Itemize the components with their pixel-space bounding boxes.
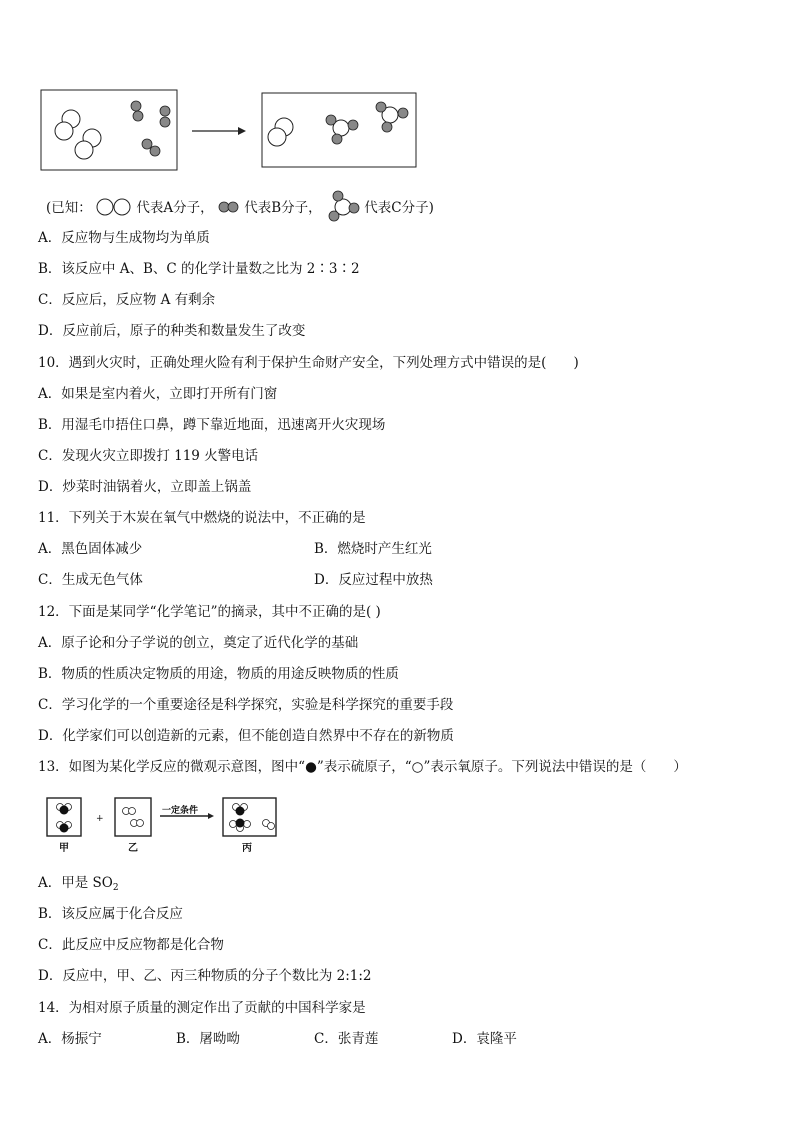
q13-option-c[interactable]: C．此反应中反应物都是化合物 bbox=[38, 937, 224, 953]
q10-option-a[interactable]: A．如果是室内着火，立即打开所有门窗 bbox=[38, 386, 278, 402]
q10-option-c[interactable]: C．发现火灾立即拨打 119 火警电话 bbox=[38, 448, 259, 464]
q13-stem: 13．如图为某化学反应的微观示意图，图中“●”表示硫原子，“○”表示氧原子。下列说法中错误的是（ ） bbox=[38, 759, 687, 775]
molecule-c-icon bbox=[326, 190, 360, 222]
q10-option-d[interactable]: D．炒菜时油锅着火，立即盖上锅盖 bbox=[38, 479, 252, 495]
q14-option-a[interactable]: A．杨振宁 bbox=[38, 1031, 102, 1047]
q13-label-yi: 乙 bbox=[128, 843, 138, 854]
q12-option-a[interactable]: A．原子论和分子学说的创立，奠定了近代化学的基础 bbox=[38, 635, 359, 651]
q10-stem: 10．遇到火灾时，正确处理火险有利于保护生命财产安全，下列处理方式中错误的是( ) bbox=[38, 355, 579, 371]
q9-option-a[interactable]: A．反应物与生成物均为单质 bbox=[38, 230, 210, 246]
q13-condition: 一定条件 bbox=[162, 806, 199, 816]
q13-option-b[interactable]: B．该反应属于化合反应 bbox=[38, 906, 183, 922]
q12-stem: 12．下面是某同学“化学笔记”的摘录，其中不正确的是( ) bbox=[38, 604, 381, 620]
q12-option-b[interactable]: B．物质的性质决定物质的用途，物质的用途反映物质的性质 bbox=[38, 666, 399, 682]
q11-option-a[interactable]: A．黑色固体减少 bbox=[38, 541, 143, 557]
q9-option-d[interactable]: D．反应前后，原子的种类和数量发生了改变 bbox=[38, 323, 306, 339]
q9-option-c[interactable]: C．反应后，反应物 A 有剩余 bbox=[38, 292, 216, 308]
q13-option-d[interactable]: D．反应中，甲、乙、丙三种物质的分子个数比为 2:1:2 bbox=[38, 968, 372, 984]
subscript-2: 2 bbox=[112, 883, 119, 893]
q11-option-b[interactable]: B．燃烧时产生红光 bbox=[314, 541, 432, 557]
q13-label-bing: 丙 bbox=[242, 843, 252, 854]
q12-option-c[interactable]: C．学习化学的一个重要途径是科学探究，实验是科学探究的重要手段 bbox=[38, 697, 454, 713]
q9-option-b[interactable]: B．该反应中 A、B、C 的化学计量数之比为 2∶3∶2 bbox=[38, 261, 360, 277]
q11-option-c[interactable]: C．生成无色气体 bbox=[38, 572, 143, 588]
q14-option-b[interactable]: B．屠呦呦 bbox=[176, 1031, 240, 1047]
yi-box bbox=[115, 798, 151, 836]
q14-stem: 14．为相对原子质量的测定作出了贡献的中国科学家是 bbox=[38, 1000, 366, 1016]
q13-option-a[interactable]: A．甲是 $SO_2$ bbox=[38, 875, 119, 893]
q10-option-b[interactable]: B．用湿毛巾捂住口鼻，蹲下靠近地面，迅速离开火灾现场 bbox=[38, 417, 386, 433]
q14-option-c[interactable]: C．张青莲 bbox=[314, 1031, 379, 1047]
molecule-b-icon bbox=[218, 200, 240, 214]
molecule-a-icon bbox=[96, 198, 132, 216]
q11-option-d[interactable]: D．反应过程中放热 bbox=[314, 572, 433, 588]
q11-stem: 11．下列关于木炭在氧气中燃烧的说法中，不正确的是 bbox=[38, 510, 366, 526]
q9-legend: (已知： 代表A分子， 代表B分子， 代表C分子) bbox=[46, 190, 434, 222]
q14-option-d[interactable]: D．袁隆平 bbox=[452, 1031, 517, 1047]
bing-box bbox=[223, 798, 276, 836]
q13-label-jia: 甲 bbox=[59, 843, 69, 854]
q9-reaction-diagram bbox=[40, 88, 420, 172]
q13-plus: + bbox=[96, 814, 104, 824]
q12-option-d[interactable]: D．化学家们可以创造新的元素，但不能创造自然界中不存在的新物质 bbox=[38, 728, 454, 744]
